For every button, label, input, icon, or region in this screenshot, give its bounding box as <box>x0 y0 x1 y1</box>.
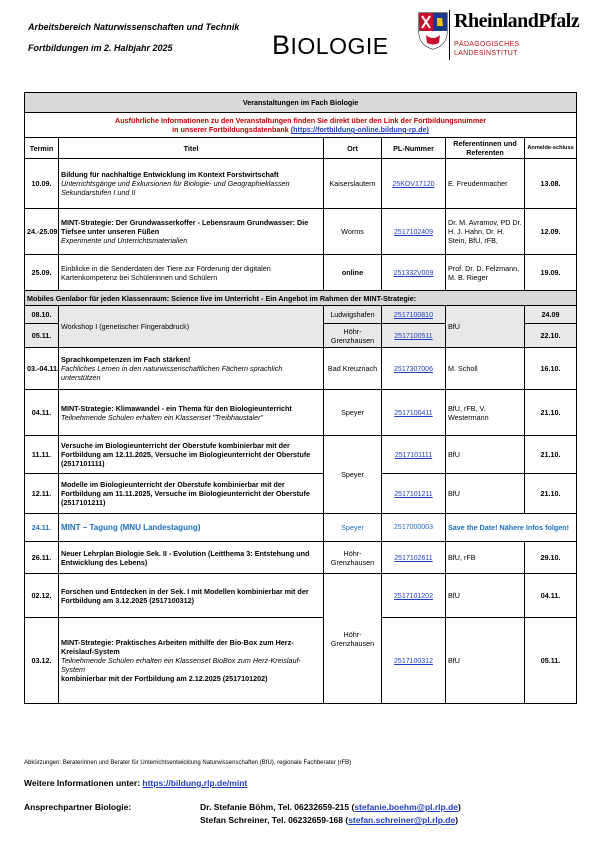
logo-subline-1: PÄDAGOGISCHES <box>454 41 520 48</box>
col-ref: Referentinnen und Referenten <box>446 138 525 159</box>
event-title: Einblicke in die Senderdaten der Tiere zur Förderung der digitalen Kartenkompetenz bei Schülerinnen und Schülern <box>61 263 271 282</box>
date-cell: 24.11. <box>25 514 59 542</box>
logo-subline-2: LANDESINSTITUT <box>454 50 518 57</box>
date-cell: 03.12. <box>25 618 59 704</box>
speaker-cell: BfU, rFB <box>446 542 525 574</box>
contact-label: Ansprechpartner Biologie: <box>24 802 132 812</box>
pl-link[interactable]: 2517100810 <box>394 311 433 319</box>
contact-boehm-text: Dr. Stefanie Böhm, Tel. 06232659-215 ( <box>200 802 355 812</box>
table-row <box>25 574 577 618</box>
contact-schreiner-end: ) <box>455 815 459 825</box>
department-name: Arbeitsbereich Naturwissenschaften und Technik <box>28 22 240 32</box>
logo-wordmark: RheinlandPfalz <box>454 10 580 32</box>
pl-cell <box>382 306 446 324</box>
event-title: Workshop I (genetischer Fingerabdruck) <box>61 322 190 331</box>
col-pl: PL-Nummer <box>382 138 446 159</box>
date-cell: 11.11. <box>25 436 59 474</box>
event-title: MINT-Strategie: Klimawandel - ein Thema für den Biologieunterricht <box>61 403 292 413</box>
event-subtitle: Unterrichtsgänge und Exkursionen für Biologie- und Geographieklassen Sekundarstufen I und II <box>61 179 290 197</box>
pl-cell <box>382 348 446 390</box>
speaker-cell: Dr. M. Avramov, PD Dr. H. J. Hahn, Dr. H. Stein, BfU, rFB, <box>446 209 525 255</box>
location-cell: Worms <box>324 209 382 255</box>
email-schreiner-link[interactable]: stefan.schreiner@pl.rlp.de <box>348 815 456 825</box>
table-row <box>25 348 577 390</box>
title-cell <box>59 542 324 574</box>
pl-link[interactable]: 251332V009 <box>393 269 434 277</box>
deadline-cell: 21.10. <box>525 474 577 514</box>
speaker-cell: BfU <box>446 306 525 348</box>
title-cell <box>59 574 324 618</box>
speaker-cell: BfU <box>446 574 525 618</box>
events-table <box>24 92 577 704</box>
title-cell <box>59 474 324 514</box>
location-cell: Bad Kreuznach <box>324 348 382 390</box>
table-title: Veranstaltungen im Fach Biologie <box>25 93 577 113</box>
pl-cell <box>382 390 446 436</box>
more-info <box>24 778 247 788</box>
event-title: MINT-Strategie: Praktisches Arbeiten mithilfe der Bio-Box zum Herz-Kreislauf-System <box>61 638 294 656</box>
pl-link[interactable]: 2517100312 <box>394 657 433 665</box>
deadline-cell: 16.10. <box>525 348 577 390</box>
email-boehm-link[interactable]: stefanie.boehm@pl.rlp.de <box>354 802 459 812</box>
mint-link[interactable]: https://bildung.rlp.de/mint <box>142 778 248 788</box>
table-row <box>25 436 577 474</box>
contact-boehm-end: ) <box>458 802 461 812</box>
event-subtitle: Teilnehmende Schulen erhalten ein Klassenset BioBox zum Herz-Kreislauf-System <box>61 656 301 674</box>
location-cell: Kaiserslautern <box>324 159 382 209</box>
contact-boehm <box>200 802 461 812</box>
location-cell: Speyer <box>324 436 382 514</box>
save-the-date-note: Save the Date! Nähere Infos folgen! <box>446 514 577 542</box>
table-row <box>25 159 577 209</box>
rlp-logo <box>416 8 580 74</box>
title-cell <box>59 306 324 348</box>
deadline-cell: 22.10. <box>525 324 577 348</box>
title-cell <box>59 514 324 542</box>
speaker-cell: Prof. Dr. D. Felzmann, M. B. Rieger <box>446 255 525 291</box>
info-text-1: Ausführliche Informationen zu den Veranstaltungen finden Sie direkt über den Link der Fortbildungsnummer <box>115 116 487 125</box>
pl-cell <box>382 474 446 514</box>
title-cell <box>59 390 324 436</box>
event-title: MINT-Strategie: Der Grundwasserkoffer - Lebensraum Grundwasser: Die Tiefsee unter unseren Füßen <box>61 218 309 236</box>
speaker-cell: E. Freudenmacher <box>446 159 525 209</box>
deadline-cell: 05.11. <box>525 618 577 704</box>
page-title <box>272 30 389 61</box>
col-anm: Anmelde-schluss <box>525 138 577 159</box>
event-title: Versuche im Biologieunterricht der Oberstufe kombinierbar mit der Fortbildung am 12.11.2025, Versuche im Biologieunterricht der Oberstufe (2517101111) <box>61 441 311 468</box>
date-cell: 03.-04.11. <box>25 348 59 390</box>
deadline-cell: 13.08. <box>525 159 577 209</box>
event-subtitle: Fachliches Lernen in den naturwissenschaftlichen Fächern sprachlich unterstützen <box>61 364 283 382</box>
table-row <box>25 390 577 436</box>
col-ort: Ort <box>324 138 382 159</box>
info-text-2: in unserer Fortbildungsdatenbank <box>172 125 289 134</box>
date-cell: 24.-25.09. <box>25 209 59 255</box>
title-cell <box>59 618 324 704</box>
col-termin: Termin <box>25 138 59 159</box>
deadline-cell: 24.09 <box>525 306 577 324</box>
speaker-cell: BfU <box>446 474 525 514</box>
location-cell: Speyer <box>324 390 382 436</box>
speaker-cell: BfU, rFB, V. Westermann <box>446 390 525 436</box>
title-cell <box>59 348 324 390</box>
pl-link[interactable]: 2517102409 <box>394 228 433 236</box>
info-cell <box>25 113 577 138</box>
event-title: Neuer Lehrplan Biologie Sek. II - Evolution (Leitthema 3: Entstehung und Entwicklung des Lebens) <box>61 548 310 567</box>
pl-cell <box>382 324 446 348</box>
event-title: MINT – Tagung (MNU Landestagung) <box>61 523 201 532</box>
pl-link[interactable]: 25KOV17120 <box>392 180 435 188</box>
location-cell: Höhr-Grenzhausen <box>324 542 382 574</box>
deadline-cell: 19.09. <box>525 255 577 291</box>
logo-divider <box>449 10 450 60</box>
col-titel: Titel <box>59 138 324 159</box>
pl-cell <box>382 542 446 574</box>
database-link[interactable]: (https://fortbildung-online.bildung-rp.de) <box>290 125 429 134</box>
location-cell: Höhr-Grenzhausen <box>324 574 382 704</box>
pl-link[interactable]: 2517100411 <box>394 409 433 417</box>
pl-cell <box>382 209 446 255</box>
abbreviations-note: Abkürzungen: Beraterinnen und Berater für Unterrichtsentwicklung Naturwissenschaften (BfU), regionale Fachberater (rFB) <box>24 760 352 766</box>
pl-link[interactable]: 2517101211 <box>394 490 433 498</box>
date-cell: 10.09. <box>25 159 59 209</box>
date-cell: 02.12. <box>25 574 59 618</box>
contact-schreiner <box>200 815 458 825</box>
pl-number: 2517000003 <box>394 524 433 531</box>
location-cell: Höhr-Grenzhausen <box>324 324 382 348</box>
table-row <box>25 306 577 324</box>
speaker-cell: BfU <box>446 618 525 704</box>
pl-cell <box>382 255 446 291</box>
date-cell: 05.11. <box>25 324 59 348</box>
table-row <box>25 209 577 255</box>
deadline-cell: 21.10. <box>525 390 577 436</box>
location-cell: Speyer <box>324 514 382 542</box>
deadline-cell: 12.09. <box>525 209 577 255</box>
deadline-cell: 04.11. <box>525 574 577 618</box>
title-initial: B <box>272 30 291 60</box>
table-row <box>25 542 577 574</box>
date-cell: 25.09. <box>25 255 59 291</box>
pl-link[interactable]: 2517307006 <box>394 365 433 373</box>
title-cell <box>59 255 324 291</box>
location-cell: online <box>324 255 382 291</box>
event-subtitle: Experimente und Unterrichtsmaterialien <box>61 236 188 245</box>
pl-link[interactable]: 2517102611 <box>394 554 433 562</box>
speaker-cell: M. Scholl <box>446 348 525 390</box>
contact-schreiner-text: Stefan Schreiner, Tel. 06232659-168 ( <box>200 815 349 825</box>
speaker-cell: BfU <box>446 436 525 474</box>
pl-cell <box>382 159 446 209</box>
table-row <box>25 474 577 514</box>
date-cell: 12.11. <box>25 474 59 514</box>
date-cell: 04.11. <box>25 390 59 436</box>
event-note: kombinierbar mit der Fortbildung am 2.12.2025 (2517101202) <box>61 674 268 683</box>
pl-cell <box>382 436 446 474</box>
event-title: Bildung für nachhaltige Entwicklung im Kontext Forstwirtschaft <box>61 170 279 179</box>
event-title: Sprachkompetenzen im Fach stärken! <box>61 355 191 364</box>
pl-cell <box>382 514 446 542</box>
title-cell <box>59 159 324 209</box>
date-cell: 08.10. <box>25 306 59 324</box>
table-row <box>25 618 577 704</box>
pl-link[interactable]: 2517101111 <box>394 451 433 459</box>
deadline-cell: 21.10. <box>525 436 577 474</box>
event-title: Forschen und Entdecken in der Sek. I mit Modellen kombinierbar mit der Fortbildung am 3.12.2025 (2517100312) <box>61 586 309 605</box>
table-row <box>25 514 577 542</box>
pl-cell <box>382 618 446 704</box>
pl-link[interactable]: 2517101202 <box>394 592 433 600</box>
more-info-label: Weitere Informationen unter: <box>24 778 141 788</box>
title-cell <box>59 436 324 474</box>
semester-label: Fortbildungen im 2. Halbjahr 2025 <box>28 43 173 53</box>
pl-cell <box>382 574 446 618</box>
mobile-lab-banner: Mobiles Genlabor für jeden Klassenraum: Science live im Unterricht - Ein Angebot im Rahmen der MINT-Strategie: <box>25 291 577 306</box>
deadline-cell: 29.10. <box>525 542 577 574</box>
event-title: Modelle im Biologieunterricht der Oberstufe kombinierbar mit der Fortbildung am 11.11.2025, Versuche im Biologieunterricht der Oberstufe (2517101211) <box>61 480 310 507</box>
title-cell <box>59 209 324 255</box>
date-cell: 26.11. <box>25 542 59 574</box>
table-row <box>25 255 577 291</box>
location-cell: Ludwigshafen <box>324 306 382 324</box>
event-subtitle: Teilnehmende Schulen erhalten ein Klassenset "Treibhaustaler" <box>61 412 264 422</box>
coat-of-arms-icon <box>418 12 448 50</box>
pl-link[interactable]: 2517100511 <box>394 332 433 340</box>
title-rest: IOLOGIE <box>290 33 389 59</box>
